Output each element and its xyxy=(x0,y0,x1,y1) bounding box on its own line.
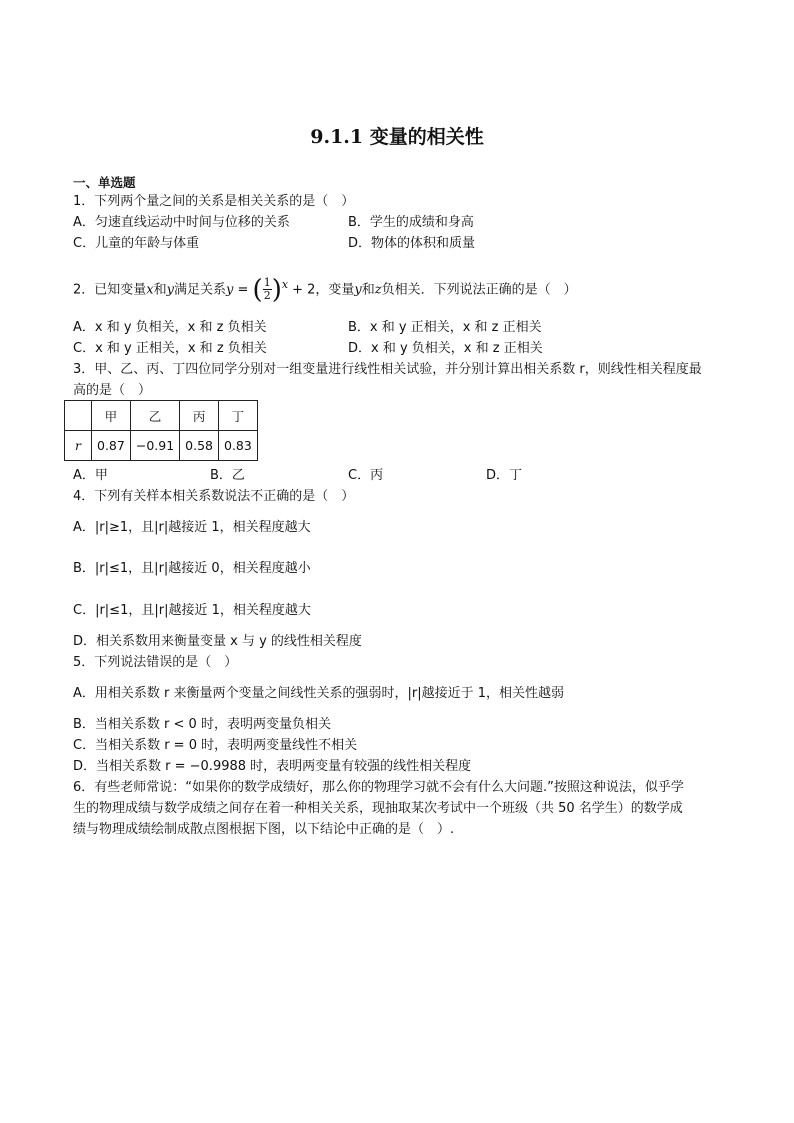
table-cell: 0.87 xyxy=(92,431,131,461)
q4-option-d: D．相关系数用来衡量变量 x 与 y 的线性相关程度 xyxy=(73,634,362,649)
q3-stem-line2: 高的是（ ） xyxy=(73,383,152,398)
q4-stem: 4．下列有关样本相关系数说法不正确的是（ ） xyxy=(73,489,355,504)
q3-stem-line1: 3．甲、乙、丙、丁四位同学分别对一组变量进行线性相关试验，并分别计算出相关系数 r，则线性相关程度最 xyxy=(73,362,702,377)
table-cell: −0.91 xyxy=(130,431,179,461)
table-cell xyxy=(65,401,92,431)
q1-option-c: C．儿童的年龄与体重 xyxy=(73,236,200,251)
table-cell: r xyxy=(65,431,92,461)
table-row xyxy=(65,401,258,431)
q2-option-a: A．x 和 y 负相关，x 和 z 负相关 xyxy=(73,320,267,335)
q3-option-a: A．甲 xyxy=(73,468,108,483)
q1-stem: 1．下列两个量之间的关系是相关关系的是（ ） xyxy=(73,194,355,209)
q2-expr-tail: + 2 xyxy=(292,282,316,298)
q5-option-d: D．当相关系数 r = −0.9988 时，表明两变量有较强的线性相关程度 xyxy=(73,759,472,774)
q2-fraction: $\frac{1}{2}$ xyxy=(263,276,271,303)
section-heading: 一、单选题 xyxy=(73,175,136,190)
q4-option-c: C．|r|≤1，且|r|越接近 1，相关程度越大 xyxy=(73,603,311,618)
q2-stem-post: 负相关．下列说法正确的是（ ） xyxy=(381,282,577,298)
table-cell: 甲 xyxy=(92,401,131,431)
q6-line2: 生的物理成绩与数学成绩之间存在着一种相关关系，现抽取某次考试中一个班级（共 50 名学生）的数学成 xyxy=(73,801,683,816)
q5-option-a: A．用相关系数 r 来衡量两个变量之间线性关系的强弱时，|r|越接近于 1，相关性越弱 xyxy=(73,686,565,701)
q2-stem-rel: 满足关系 xyxy=(174,282,227,298)
q5-stem: 5．下列说法错误的是（ ） xyxy=(73,655,238,670)
q2-option-c: C．x 和 y 正相关，x 和 z 负相关 xyxy=(73,341,267,356)
correlation-table xyxy=(64,400,258,461)
q4-option-b: B．|r|≤1，且|r|越接近 0，相关程度越小 xyxy=(73,561,311,576)
q2-stem-mid: ，变量 xyxy=(315,282,355,298)
table-cell: 丁 xyxy=(219,401,258,431)
table-row xyxy=(65,431,258,461)
q5-option-c: C．当相关系数 r = 0 时，表明两变量线性不相关 xyxy=(73,738,358,753)
q2-stem-and2: 和 xyxy=(361,282,375,298)
q1-option-b: B．学生的成绩和身高 xyxy=(348,215,474,230)
table-cell: 0.83 xyxy=(219,431,258,461)
q2-option-d: D．x 和 y 负相关，x 和 z 正相关 xyxy=(348,341,543,356)
q3-option-c: C．丙 xyxy=(348,468,384,483)
table-cell: 丙 xyxy=(180,401,219,431)
q2-stem-and: 和 xyxy=(153,282,167,298)
q1-option-a: A．匀速直线运动中时间与位移的关系 xyxy=(73,215,290,230)
q3-option-b: B．乙 xyxy=(210,468,245,483)
q2-stem-pre: 2．已知变量 xyxy=(73,282,147,298)
table-cell: 0.58 xyxy=(180,431,219,461)
q4-option-a: A．|r|≥1，且|r|越接近 1，相关程度越大 xyxy=(73,520,311,535)
q1-option-d: D．物体的体积和质量 xyxy=(348,236,476,251)
q2-stem: 2．已知变量x和y满足关系y = ( $\frac{1}{2}$ )$^x$ + 2，变量y和z负相关．下列说法正确的是（ ） xyxy=(73,274,577,305)
q2-option-b: B．x 和 y 正相关，x 和 z 正相关 xyxy=(348,320,542,335)
table-cell: 乙 xyxy=(130,401,179,431)
q3-option-d: D．丁 xyxy=(486,468,523,483)
q5-option-b: B．当相关系数 r < 0 时，表明两变量负相关 xyxy=(73,717,331,732)
page-title: 9.1.1 变量的相关性 xyxy=(310,126,484,148)
q6-line3: 绩与物理成绩绘制成散点图根据下图，以下结论中正确的是（ ）. xyxy=(73,822,455,837)
q6-line1: 6．有些老师常说：“如果你的数学成绩好，那么你的物理学习就不会有什么大问题.”按照这种说法，似乎学 xyxy=(73,780,684,795)
